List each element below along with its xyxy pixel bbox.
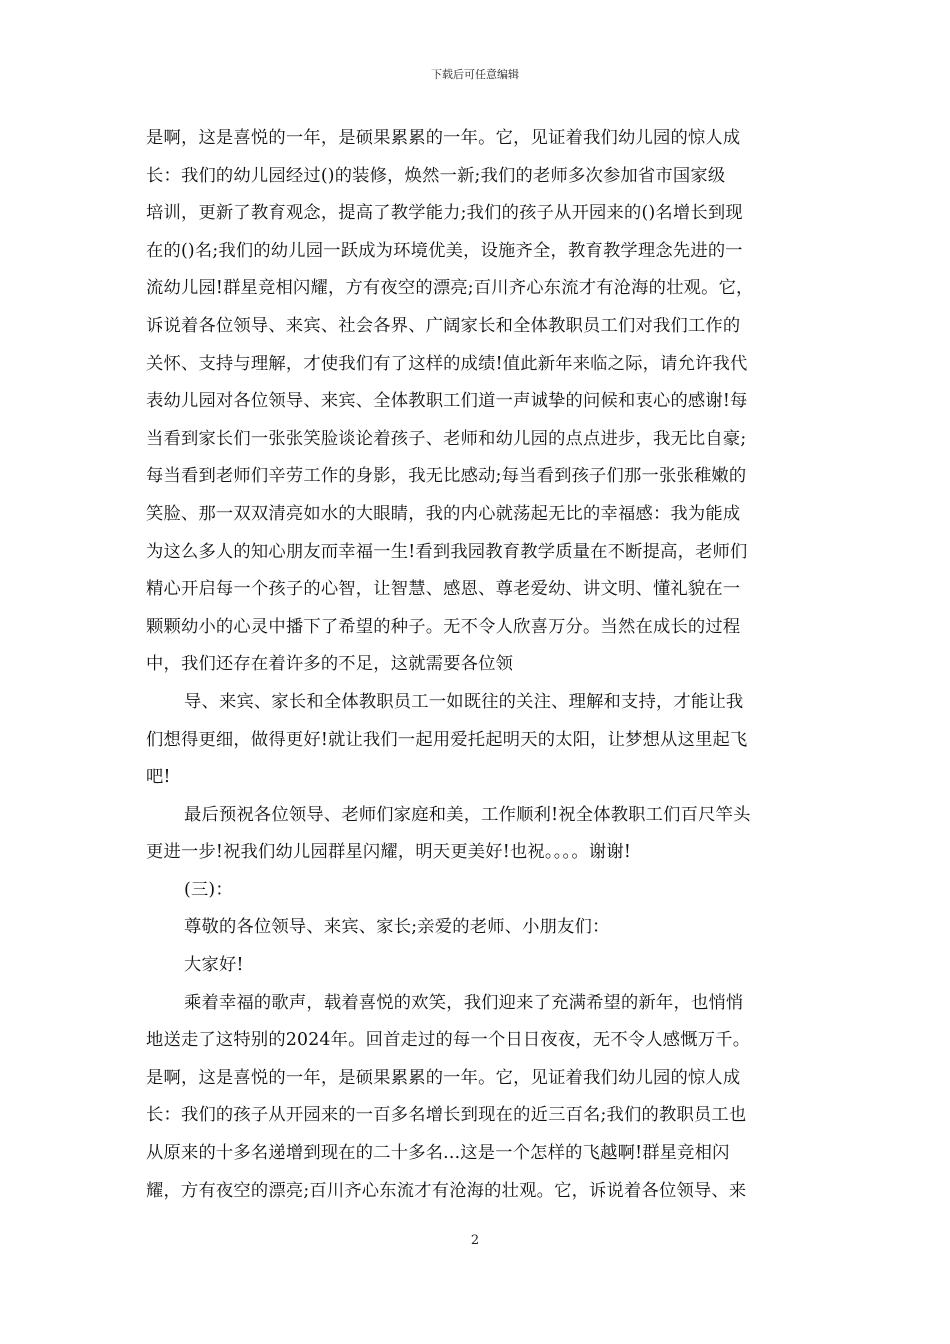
text-line: 耀，方有夜空的漂亮;百川齐心东流才有沧海的壮观。它，诉说着各位领导、来 [146,1180,747,1201]
text-line: 是啊，这是喜悦的一年，是硕果累累的一年。它，见证着我们幼儿园的惊人成 [146,1067,741,1088]
text-line: 表幼儿园对各位领导、来宾、全体教职工们道一声诚挚的问候和衷心的感谢!每 [146,391,748,412]
text-line: 为这么多人的知心朋友而幸福一生!看到我园教育教学质量在不断提高，老师们 [146,541,748,562]
text-line: 大家好! [184,955,244,976]
document-body [146,120,806,1210]
text-line: (三)： [184,879,233,900]
text-line: 乘着幸福的歌声，载着喜悦的欢笑，我们迎来了充满希望的新年，也悄悄 [184,992,744,1013]
text-line: 中，我们还存在着许多的不足，这就需要各位领 [146,654,514,675]
text-line: 导、来宾、家长和全体教职员工一如既往的关注、理解和支持，才能让我 [184,691,744,712]
text-line: 地送走了这特别的2024年。回首走过的每一个日日夜夜，无不令人感慨万千。 [146,1030,751,1051]
text-line: 长：我们的幼儿园经过()的装修，焕然一新;我们的老师多次参加省市国家级 [146,165,726,186]
text-line: 尊敬的各位领导、来宾、家长;亲爱的老师、小朋友们： [184,917,610,938]
text-line: 从原来的十多名递增到现在的二十多名...这是一个怎样的飞越啊!群星竞相闪 [146,1143,730,1164]
text-line: 流幼儿园!群星竞相闪耀，方有夜空的漂亮;百川齐心东流才有沧海的壮观。它， [146,278,754,299]
text-line: 吧! [146,767,171,788]
page-number: 2 [470,1233,480,1248]
text-line: 长：我们的孩子从开园来的一百多名增长到现在的近三百名;我们的教职员工也 [146,1105,747,1126]
text-line: 培训，更新了教育观念，提高了教学能力;我们的孩子从开园来的()名增长到现 [146,203,743,224]
text-line: 更进一步!祝我们幼儿园群星闪耀，明天更美好!也祝。。。。谢谢! [146,842,631,863]
text-line: 精心开启每一个孩子的心智，让智慧、感恩、尊老爱幼、讲文明、懂礼貌在一 [146,579,741,600]
page-header: 下载后可任意编辑 [431,68,519,81]
text-line: 是啊，这是喜悦的一年，是硕果累累的一年。它，见证着我们幼儿园的惊人成 [146,128,741,148]
text-line: 关怀、支持与理解，才使我们有了这样的成绩!值此新年来临之际，请允许我代 [146,353,748,374]
text-line: 最后预祝各位领导、老师们家庭和美，工作顺利!祝全体教职工们百尺竿头 [184,804,751,825]
text-line: 颗颗幼小的心灵中播下了希望的种子。无不令人欣喜万分。当然在成长的过程 [146,616,741,637]
text-line: 每当看到老师们辛劳工作的身影，我无比感动;每当看到孩子们那一张张稚嫩的 [146,466,747,487]
text-line: 诉说着各位领导、来宾、社会各界、广阔家长和全体教职员工们对我们工作的 [146,315,741,336]
text-line: 笑脸、那一双双清亮如水的大眼睛，我的内心就荡起无比的幸福感：我为能成 [146,503,741,524]
text-line: 们想得更细，做得更好!就让我们一起用爱托起明天的太阳，让梦想从这里起飞 [146,729,748,750]
text-line: 当看到家长们一张张笑脸谈论着孩子、老师和幼儿园的点点进步，我无比自豪; [146,428,747,449]
text-line: 在的()名;我们的幼儿园一跃成为环境优美，设施齐全，教育教学理念先进的一 [146,240,743,261]
